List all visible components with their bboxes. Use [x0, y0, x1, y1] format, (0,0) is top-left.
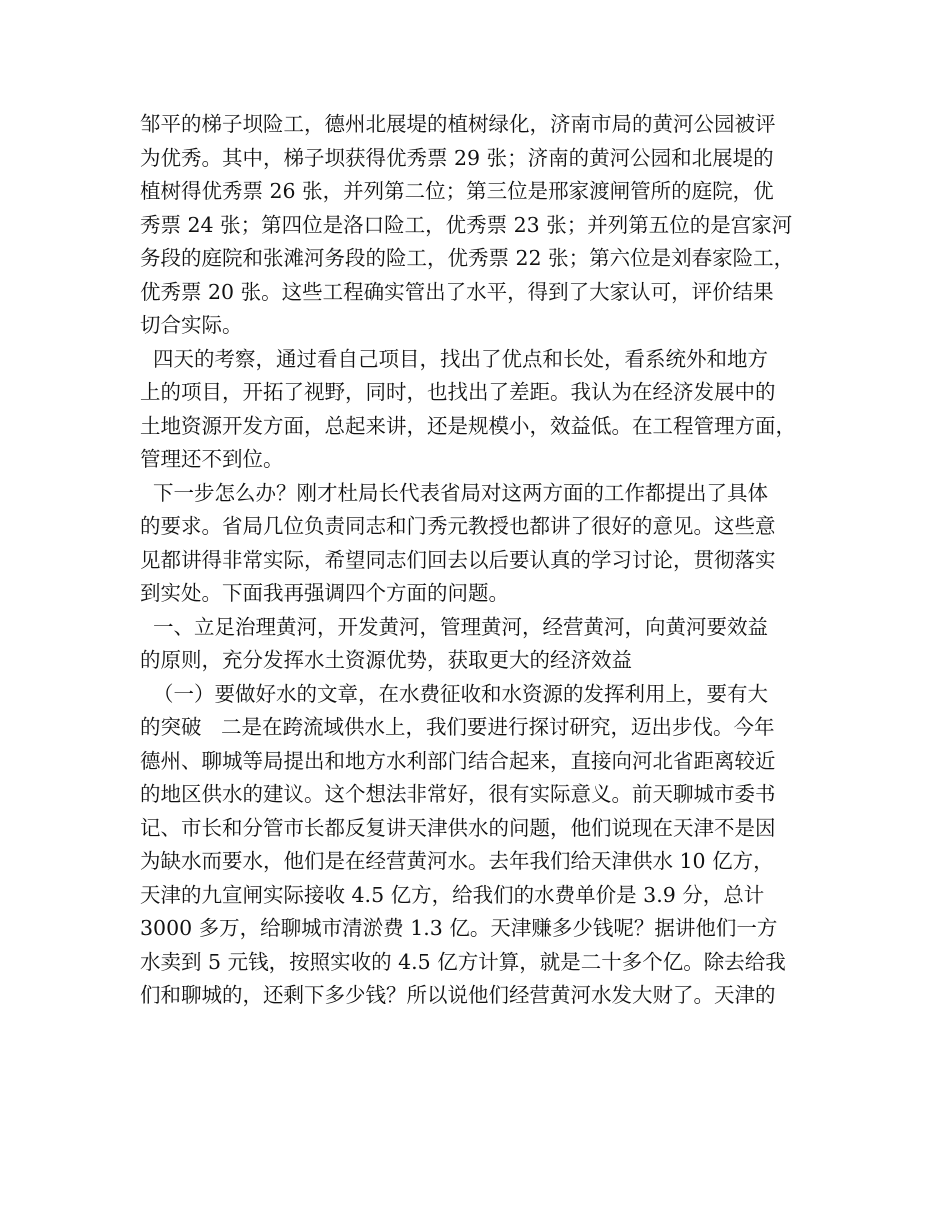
text-line: 务段的庭院和张滩河务段的险工，优秀票 22 张；第六位是刘春家险工， [140, 246, 795, 270]
text-line: 土地资源开发方面，总起来讲，还是规模小，效益低。在工程管理方面， [140, 413, 796, 438]
section-heading-line: 一、立足治理黄河，开发黄河，管理黄河，经营黄河，向黄河要效益 [140, 614, 769, 639]
text-line: 为优秀。其中，梯子坝获得优秀票 29 张；济南的黄河公园和北展堤的 [140, 145, 774, 170]
text-line: 优秀票 20 张。这些工程确实管出了水平，得到了大家认可，评价结果 [140, 279, 774, 304]
text-line: 到实处。下面我再强调四个方面的问题。 [140, 581, 509, 605]
text-line: 邹平的梯子坝险工，德州北展堤的植树绿化，济南市局的黄河公园被评 [140, 112, 776, 136]
text-line: 切合实际。 [140, 313, 243, 337]
text-line: 的地区供水的建议。这个想法非常好，很有实际意义。前天聊城市委书 [140, 782, 776, 806]
text-line: 植树得优秀票 26 张，并列第二位；第三位是邢家渡闸管所的庭院，优 [140, 179, 774, 203]
text-line: 的突破 二是在跨流域供水上，我们要进行探讨研究，迈出步伐。今年 [140, 715, 775, 739]
text-line: 管理还不到位。 [140, 447, 284, 471]
paragraph-start-line: 四天的考察，通过看自己项目，找出了优点和长处，看系统外和地方 [140, 346, 769, 371]
paragraph-start-line: 下一步怎么办？刚才杜局长代表省局对这两方面的工作都提出了具体 [140, 480, 769, 505]
document-body [140, 108, 820, 1013]
text-line: 德州、聊城等局提出和地方水利部门结合起来，直接向河北省距离较近 [140, 748, 776, 773]
text-line: 水卖到 5 元钱，按照实收的 4.5 亿方计算，就是二十多个亿。除去给我 [140, 949, 786, 974]
text-line: 3000 多万，给聊城市清淤费 1.3 亿。天津赚多少钱呢？据讲他们一方 [140, 916, 778, 940]
text-line: 天津的九宣闸实际接收 4.5 亿方，给我们的水费单价是 3.9 分，总计 [140, 882, 765, 907]
text-line: 记、市长和分管市长都反复讲天津供水的问题，他们说现在天津不是因 [140, 815, 776, 840]
subsection-heading-line: （一）要做好水的文章，在水费征收和水资源的发挥利用上，要有大 [140, 681, 769, 706]
text-line: 见都讲得非常实际，希望同志们回去以后要认真的学习讨论，贯彻落实 [140, 547, 776, 572]
text-line: 们和聊城的，还剩下多少钱？所以说他们经营黄河水发大财了。天津的 [140, 983, 776, 1007]
text-line: 秀票 24 张；第四位是洛口险工，优秀票 23 张；并列第五位的是宫家河 [140, 212, 793, 237]
section-heading-line: 的原则，充分发挥水土资源优势，获取更大的经济效益 [140, 648, 632, 672]
text-line: 为缺水而要水，他们是在经营黄河水。去年我们给天津供水 10 亿方， [140, 849, 774, 873]
text-line: 上的项目，开拓了视野，同时，也找出了差距。我认为在经济发展中的 [140, 380, 776, 404]
text-line: 的要求。省局几位负责同志和门秀元教授也都讲了很好的意见。这些意 [140, 514, 776, 538]
